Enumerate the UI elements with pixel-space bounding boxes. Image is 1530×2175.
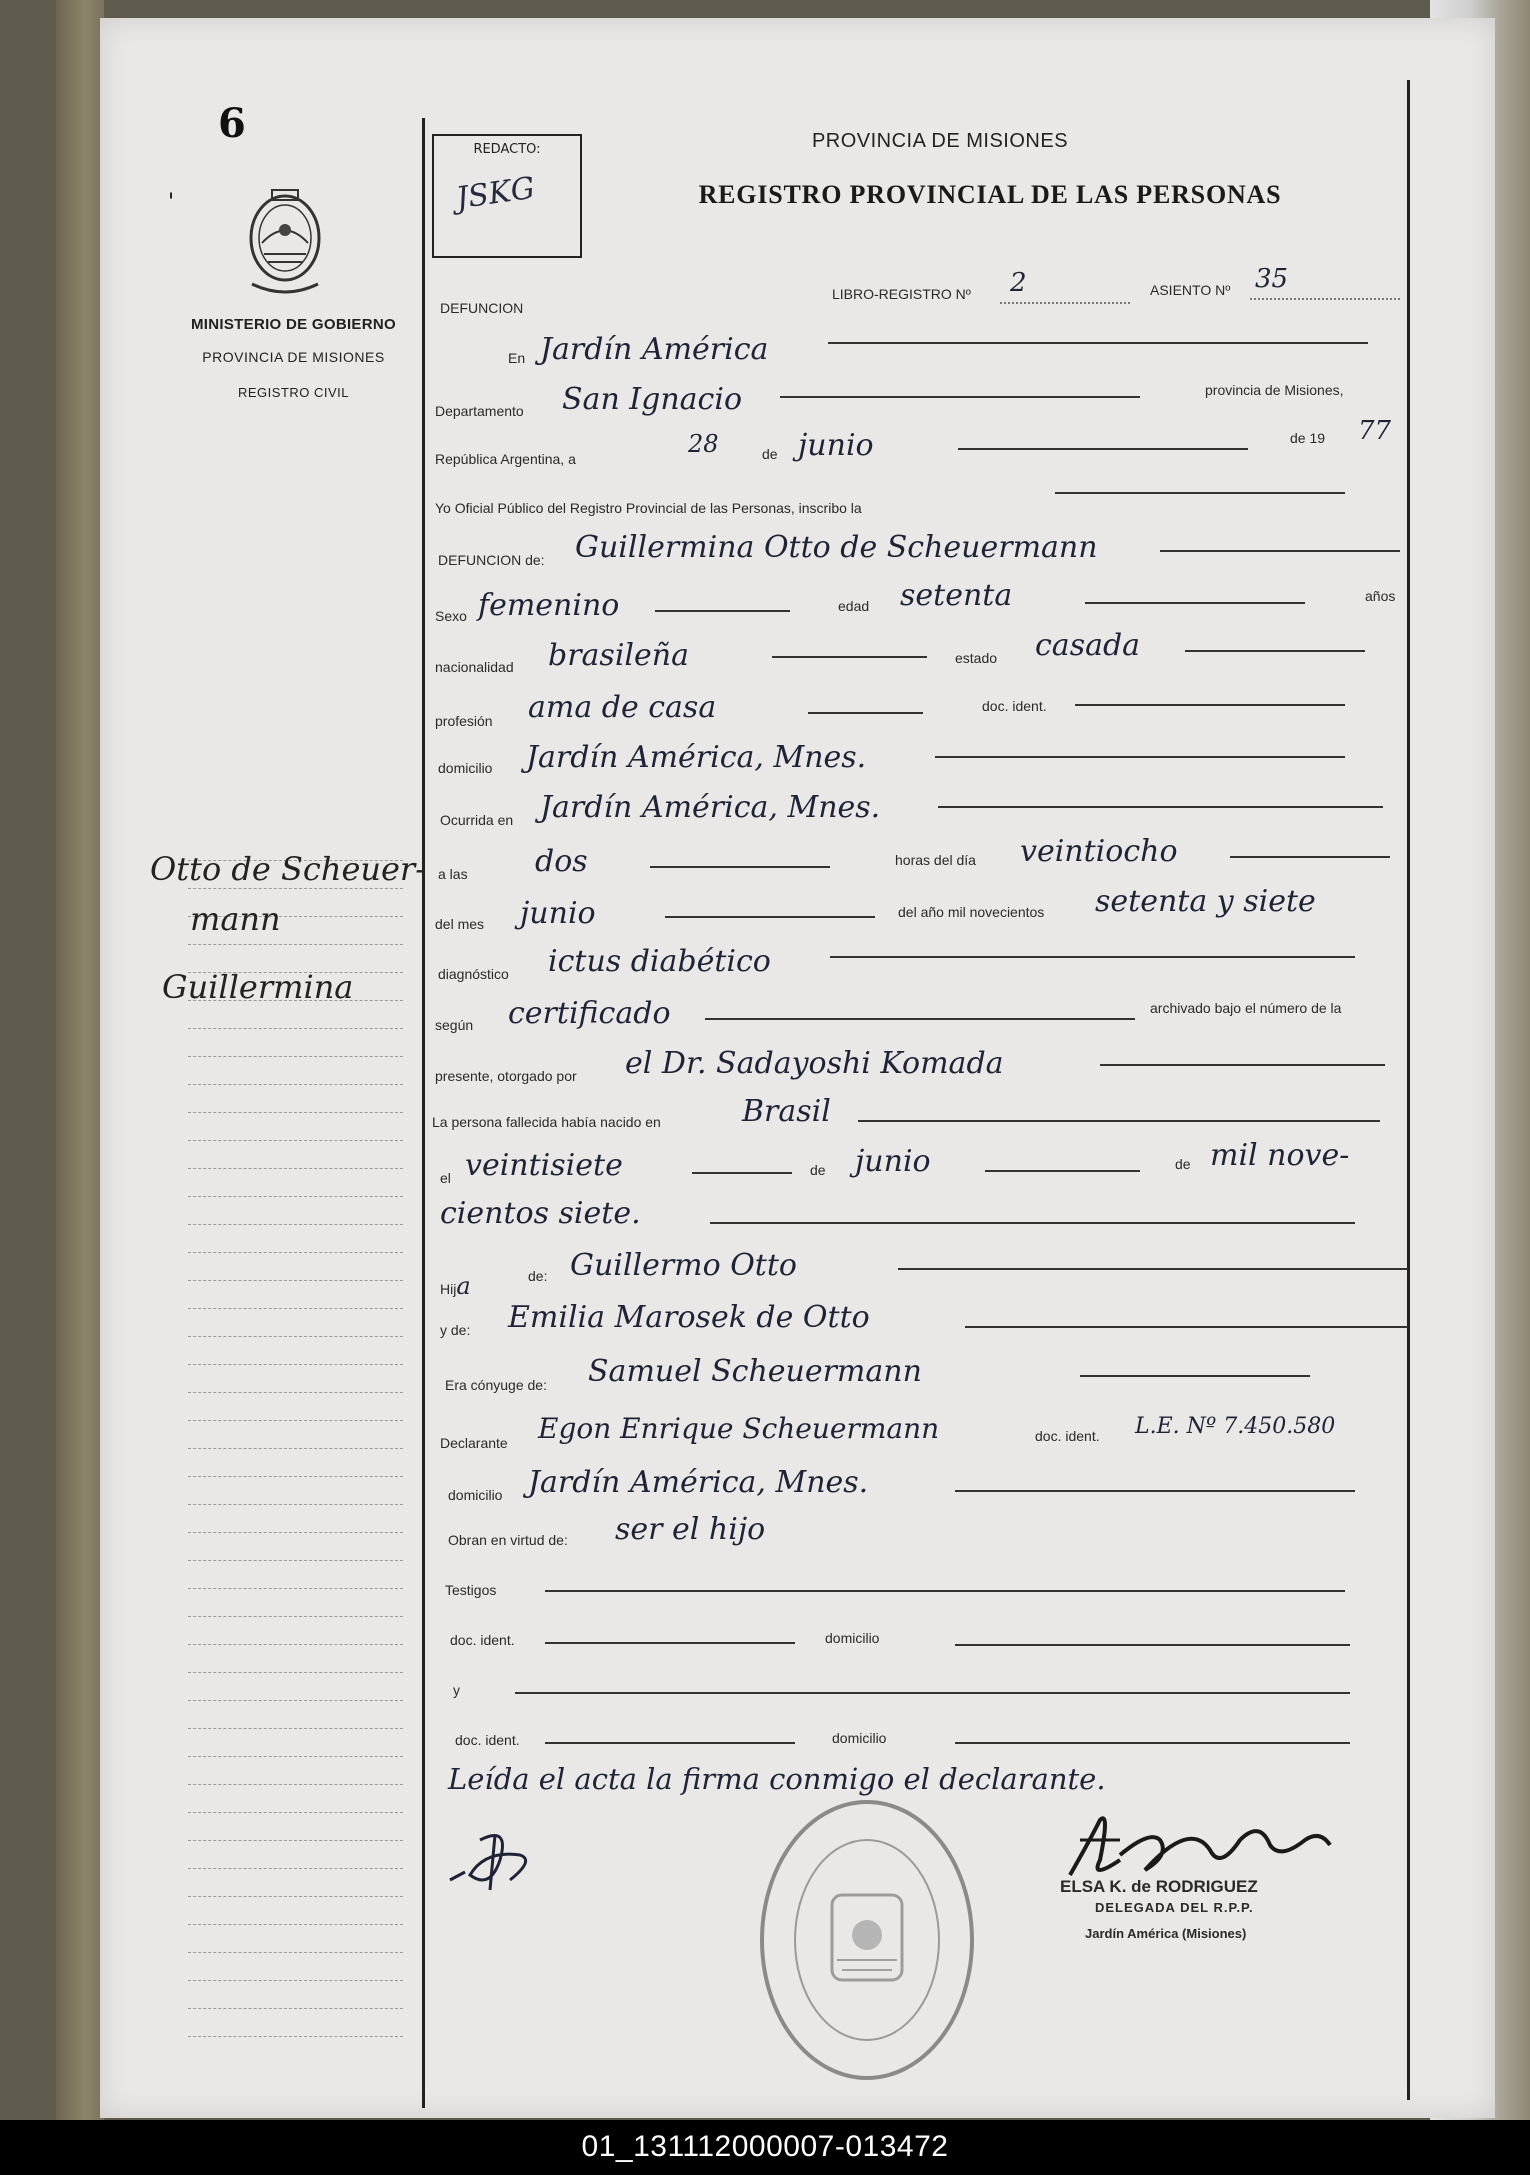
occurred-value: Jardín América, Mnes. [540,790,881,825]
department-value: San Ignacio [562,382,743,417]
death-day-line [1230,856,1390,858]
address-value: Jardín América, Mnes. [526,740,867,775]
birth-year-value: mil nove- [1210,1138,1350,1173]
el-label: el [440,1170,451,1186]
granted-line [1100,1064,1385,1066]
at-label: a las [438,866,468,882]
margin-rule-line [188,1560,403,1561]
entry-value: 35 [1255,264,1289,294]
witness2-address-label: domicilio [832,1730,887,1746]
capacity-value: ser el hijo [615,1512,766,1547]
republic-label: República Argentina, a [435,451,576,467]
diagnosis-value: ictus diabético [548,944,771,979]
declarant-value: Egon Enrique Scheuermann [538,1412,940,1445]
redacto-label: REDACTO: [473,142,541,157]
occurred-line [938,806,1383,808]
margin-note-line-3: Guillermina [162,968,354,1006]
margin-rule-line [188,1112,403,1113]
civil-status-line [1185,650,1365,652]
margin-rule-line [188,888,403,889]
declarant-label: Declarante [440,1435,508,1451]
age-value: setenta [900,578,1013,613]
province-name: PROVINCIA DE MISIONES [202,349,385,365]
margin-rule-line [188,2036,403,2037]
margin-note-line-1: Otto de Scheuer- [150,850,427,888]
hours-of-day-label: horas del día [895,852,976,868]
birth-day-line [692,1172,792,1174]
born-line [858,1120,1380,1122]
declarant-doc-value: L.E. Nº 7.450.580 [1135,1414,1336,1439]
official-title-stamp: DELEGADA DEL R.P.P. [1095,1900,1254,1915]
margin-rule-line [188,1644,403,1645]
margin-rule-line [188,1476,403,1477]
capacity-label: Obran en virtud de: [448,1532,568,1548]
margin-rule-line [188,1392,403,1393]
and-of-label: y de: [440,1322,471,1338]
sex-line [655,610,790,612]
according-value: certificado [508,996,671,1031]
margin-rule-line [188,1532,403,1533]
entry-dots [1250,298,1400,300]
mother-line [965,1326,1408,1328]
address-label: domicilio [438,760,493,776]
profession-line [808,712,923,714]
witnesses-label: Testigos [445,1582,497,1598]
child-suffix: a [456,1272,471,1300]
of-month-label: del mes [435,916,485,932]
margin-rule-line [188,1056,403,1057]
margin-rule-line [188,1196,403,1197]
book-binding [56,0,104,2120]
de-label: de [762,446,778,462]
y-line [515,1692,1350,1694]
place-prefix: En [508,350,526,366]
witness-doc-label: doc. ident. [450,1632,515,1648]
doc-ident-label: doc. ident. [982,698,1047,714]
witness-address-label: domicilio [825,1630,880,1646]
age-line [1085,602,1305,604]
child-label [440,1272,471,1300]
entry-label: ASIENTO Nº [1150,282,1231,298]
margin-rule-line [188,944,403,945]
redacto-box [432,134,582,258]
margin-rule-line [188,1504,403,1505]
sex-value: femenino [478,588,620,623]
y-label: y [453,1682,460,1698]
province-suffix: provincia de Misiones, [1205,382,1344,398]
death-day-value: veintiocho [1020,834,1178,869]
death-month-value: junio [520,896,596,931]
witness2-doc-label: doc. ident. [455,1732,520,1748]
book-label: LIBRO-REGISTRO Nº [832,286,971,302]
mother-value: Emilia Marosek de Otto [508,1300,870,1335]
diagnosis-line [830,956,1355,958]
profession-label: profesión [435,713,493,729]
nationality-line [772,656,927,658]
occurred-label: Ocurrida en [440,812,514,828]
margin-rule-line [188,1588,403,1589]
redacto-initials: JSKG [453,170,538,217]
provincial-emblem-icon [242,188,328,300]
diagnosis-label: diagnóstico [438,966,509,982]
margin-rule-line [188,1028,403,1029]
spouse-label: Era cónyuge de: [445,1377,547,1393]
official-location-stamp: Jardín América (Misiones) [1085,1926,1247,1941]
birth-month-line [985,1170,1140,1172]
declarant-signature-icon [440,1820,580,1900]
official-line [1055,492,1345,494]
margin-rule-line [188,1084,403,1085]
birth-month-value: junio [855,1144,931,1179]
born-value: Brasil [742,1094,831,1129]
margin-rule-line [188,1224,403,1225]
witness-doc-line [545,1642,795,1644]
born-label: La persona fallecida había nacido en [432,1114,661,1130]
margin-rule-line [188,1840,403,1841]
margin-rule-line [188,1364,403,1365]
birth-year-line [710,1222,1355,1224]
declarant-doc-label: doc. ident. [1035,1428,1100,1444]
death-year-value: setenta y siete [1095,884,1316,919]
margin-rule-line [188,1756,403,1757]
record-type-label: DEFUNCION [440,300,524,316]
according-line [705,1018,1135,1020]
nationality-value: brasileña [548,638,689,673]
place-value: Jardín América [540,332,769,367]
year-label: de 19 [1290,430,1326,446]
deceased-name: Guillermina Otto de Scheuermann [575,530,1098,565]
civil-status-value: casada [1035,628,1141,663]
header-province: PROVINCIA DE MISIONES [811,130,1069,152]
margin-rule-line [188,1952,403,1953]
office-name: REGISTRO CIVIL [237,385,350,400]
death-month-line [665,916,875,918]
granted-label: presente, otorgado por [435,1068,577,1084]
deceased-line [1160,550,1400,552]
declarant-address-line [955,1490,1355,1492]
margin-rule-line [188,1980,403,1981]
hours-value: dos [535,844,588,879]
profession-value: ama de casa [528,690,717,725]
witness-address-line [955,1644,1350,1646]
month-value: junio [798,428,874,463]
department-label: Departamento [435,403,524,419]
according-label: según [435,1017,474,1033]
year-1900-label: del año mil novecientos [898,904,1045,920]
closing-text: Leída el acta la firma conmigo el declarante. [448,1762,1106,1796]
spouse-line [1080,1375,1310,1377]
witnesses-line [545,1590,1345,1592]
granted-value: el Dr. Sadayoshi Komada [625,1046,1004,1081]
margin-rule-line [188,1868,403,1869]
right-rule [1407,80,1410,2100]
year-value: 77 [1358,416,1392,446]
age-label: edad [838,598,870,614]
margin-rule-line [188,1280,403,1281]
margin-rule-line [188,1252,403,1253]
declarant-address-value: Jardín América, Mnes. [528,1465,869,1500]
address-line [935,756,1345,758]
place-line [828,342,1368,344]
margin-rule-line [188,1700,403,1701]
book-dots [1000,302,1130,304]
witness2-address-line [955,1742,1350,1744]
margin-rule-line [188,1336,403,1337]
image-id-bar [0,2120,1530,2175]
margin-rule-line [188,1812,403,1813]
sex-label: Sexo [435,608,467,624]
doc-ident-line [1075,704,1345,706]
official-name-stamp: ELSA K. de RODRIGUEZ [1060,1877,1258,1896]
page-number: 6 [218,100,246,147]
date-line [958,448,1248,450]
father-line [898,1268,1408,1270]
archived-label: archivado bajo el número de la [1150,1000,1342,1016]
book-value: 2 [1010,268,1027,298]
margin-rule-line [188,1448,403,1449]
birth-de1-label: de [810,1162,826,1178]
margin-rule-line [188,1896,403,1897]
margin-rule [422,118,425,2108]
death-of-label: DEFUNCION de: [438,552,545,568]
margin-rule-line [188,1784,403,1785]
father-value: Guillermo Otto [570,1248,797,1283]
birth-day-value: veintisiete [465,1148,623,1183]
margin-rule-line [188,2008,403,2009]
margin-rule-line [188,1616,403,1617]
declarant-address-label: domicilio [448,1487,503,1503]
margin-rule-line [188,1308,403,1309]
day-value: 28 [688,430,719,458]
nationality-label: nacionalidad [435,659,514,675]
hours-line [650,866,830,868]
birth-year-value-cont: cientos siete. [440,1196,641,1231]
witness2-doc-line [545,1742,795,1744]
margin-rule-line [188,1672,403,1673]
margin-rule-line [188,1728,403,1729]
civil-status-label: estado [955,650,998,666]
margin-note-line-2: mann [190,900,281,938]
ministry-name: MINISTERIO DE GOBIERNO [191,316,396,333]
margin-mark: ' [168,190,175,215]
official-text: Yo Oficial Público del Registro Provincial de las Personas, inscribo la [435,500,862,516]
margin-rule-line [188,1924,403,1925]
header-registry: REGISTRO PROVINCIAL DE LAS PERSONAS [698,180,1282,209]
margin-rule-line [188,1168,403,1169]
margin-rule-line [188,1140,403,1141]
department-line [780,396,1140,398]
spouse-value: Samuel Scheuermann [588,1354,922,1389]
image-id: 01_131112000007-013472 [581,2130,949,2163]
margin-rule-line [188,1420,403,1421]
years-label: años [1365,588,1396,604]
child-label-prefix: Hij [440,1281,457,1297]
of-label: de: [528,1268,548,1284]
registry-seal-icon [752,1790,982,2090]
birth-de2-label: de [1175,1156,1191,1172]
